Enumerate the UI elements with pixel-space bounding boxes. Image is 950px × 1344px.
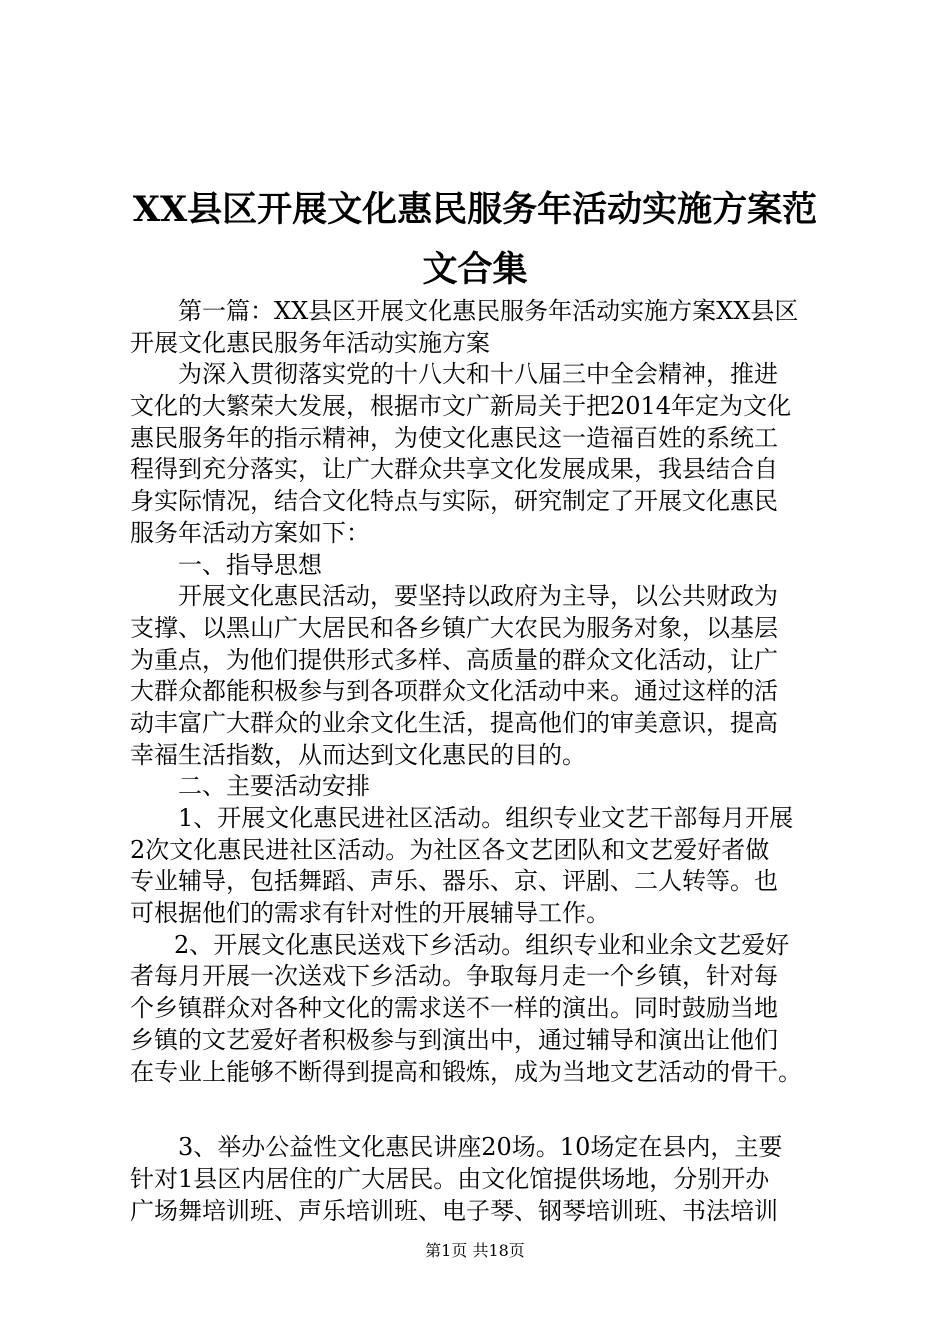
page-footer: [0, 1241, 950, 1261]
text-line: 惠民服务年的指示精神，为使文化惠民这一造福百姓的系统工: [130, 423, 778, 452]
text-line: 可根据他们的需求有针对性的开展辅导工作。: [130, 899, 610, 928]
text-line: 大群众都能积极参与到各项群众文化活动中来。通过这样的活: [130, 677, 778, 706]
document-body: [130, 296, 845, 1227]
text-line: 为深入贯彻落实党的十八大和十八届三中全会精神，推进: [178, 360, 778, 389]
text-line: 支撑、以黑山广大居民和各乡镇广大农民为服务对象，以基层: [130, 613, 778, 642]
text-line: 在专业上能够不断得到提高和锻炼，成为当地文艺活动的骨干。: [130, 1057, 802, 1086]
text-line: 3、举办公益性文化惠民讲座20场。10场定在县内，主要: [178, 1133, 783, 1162]
text-line: 第一篇：XX县区开展文化惠民服务年活动实施方案XX县区: [178, 297, 799, 325]
text-line: 为重点，为他们提供形式多样、高质量的群众文化活动，让广: [130, 645, 778, 674]
text-line: 1、开展文化惠民进社区活动。组织专业文艺干部每月开展: [178, 804, 794, 832]
text-line: 乡镇的文艺爱好者积极参与到演出中，通过辅导和演出让他们: [130, 1025, 778, 1054]
text-line: 专业辅导，包括舞蹈、声乐、器乐、京、评剧、二人转等。也: [130, 867, 778, 896]
text-line: 开展文化惠民服务年活动实施方案: [130, 328, 490, 357]
text-line: 2、开展文化惠民送戏下乡活动。组织专业和业余文艺爱好: [174, 930, 790, 959]
text-line: 者每月开展一次送戏下乡活动。争取每月走一个乡镇，针对每: [130, 962, 778, 991]
title-line-1: XX县区开展文化惠民服务年活动实施方案范: [132, 189, 818, 230]
text-line: 服务年活动方案如下：: [130, 518, 370, 547]
section-heading: 二、主要活动安排: [178, 772, 370, 801]
blank-line: [130, 1088, 845, 1132]
text-line: 开展文化惠民活动，要坚持以政府为主导，以公共财政为: [178, 582, 778, 611]
text-line: 幸福生活指数，从而达到文化惠民的目的。: [130, 740, 586, 769]
text-line: 广场舞培训班、声乐培训班、电子琴、钢琴培训班、书法培训: [130, 1196, 778, 1225]
text-line: 动丰富广大群众的业余文化生活，提高他们的审美意识，提高: [130, 708, 778, 737]
text-line: 身实际情况，结合文化特点与实际，研究制定了开展文化惠民: [130, 487, 778, 516]
section-heading: 一、指导思想: [178, 550, 322, 579]
text-line: 针对1县区内居住的广大居民。由文化馆提供场地，分别开办: [130, 1164, 770, 1193]
text-line: 程得到充分落实，让广大群众共享文化发展成果，我县结合自: [130, 455, 778, 484]
text-line: 个乡镇群众对各种文化的需求送不一样的演出。同时鼓励当地: [130, 994, 778, 1023]
text-line: 文化的大繁荣大发展，根据市文广新局关于把2014年定为文化: [130, 392, 792, 421]
page-number: 第1页 共18页: [425, 1241, 525, 1260]
document-title: [120, 180, 830, 300]
text-line: 2次文化惠民进社区活动。为社区各文艺团队和文艺爱好者做: [130, 835, 770, 864]
title-line-2: 文合集: [422, 249, 528, 290]
